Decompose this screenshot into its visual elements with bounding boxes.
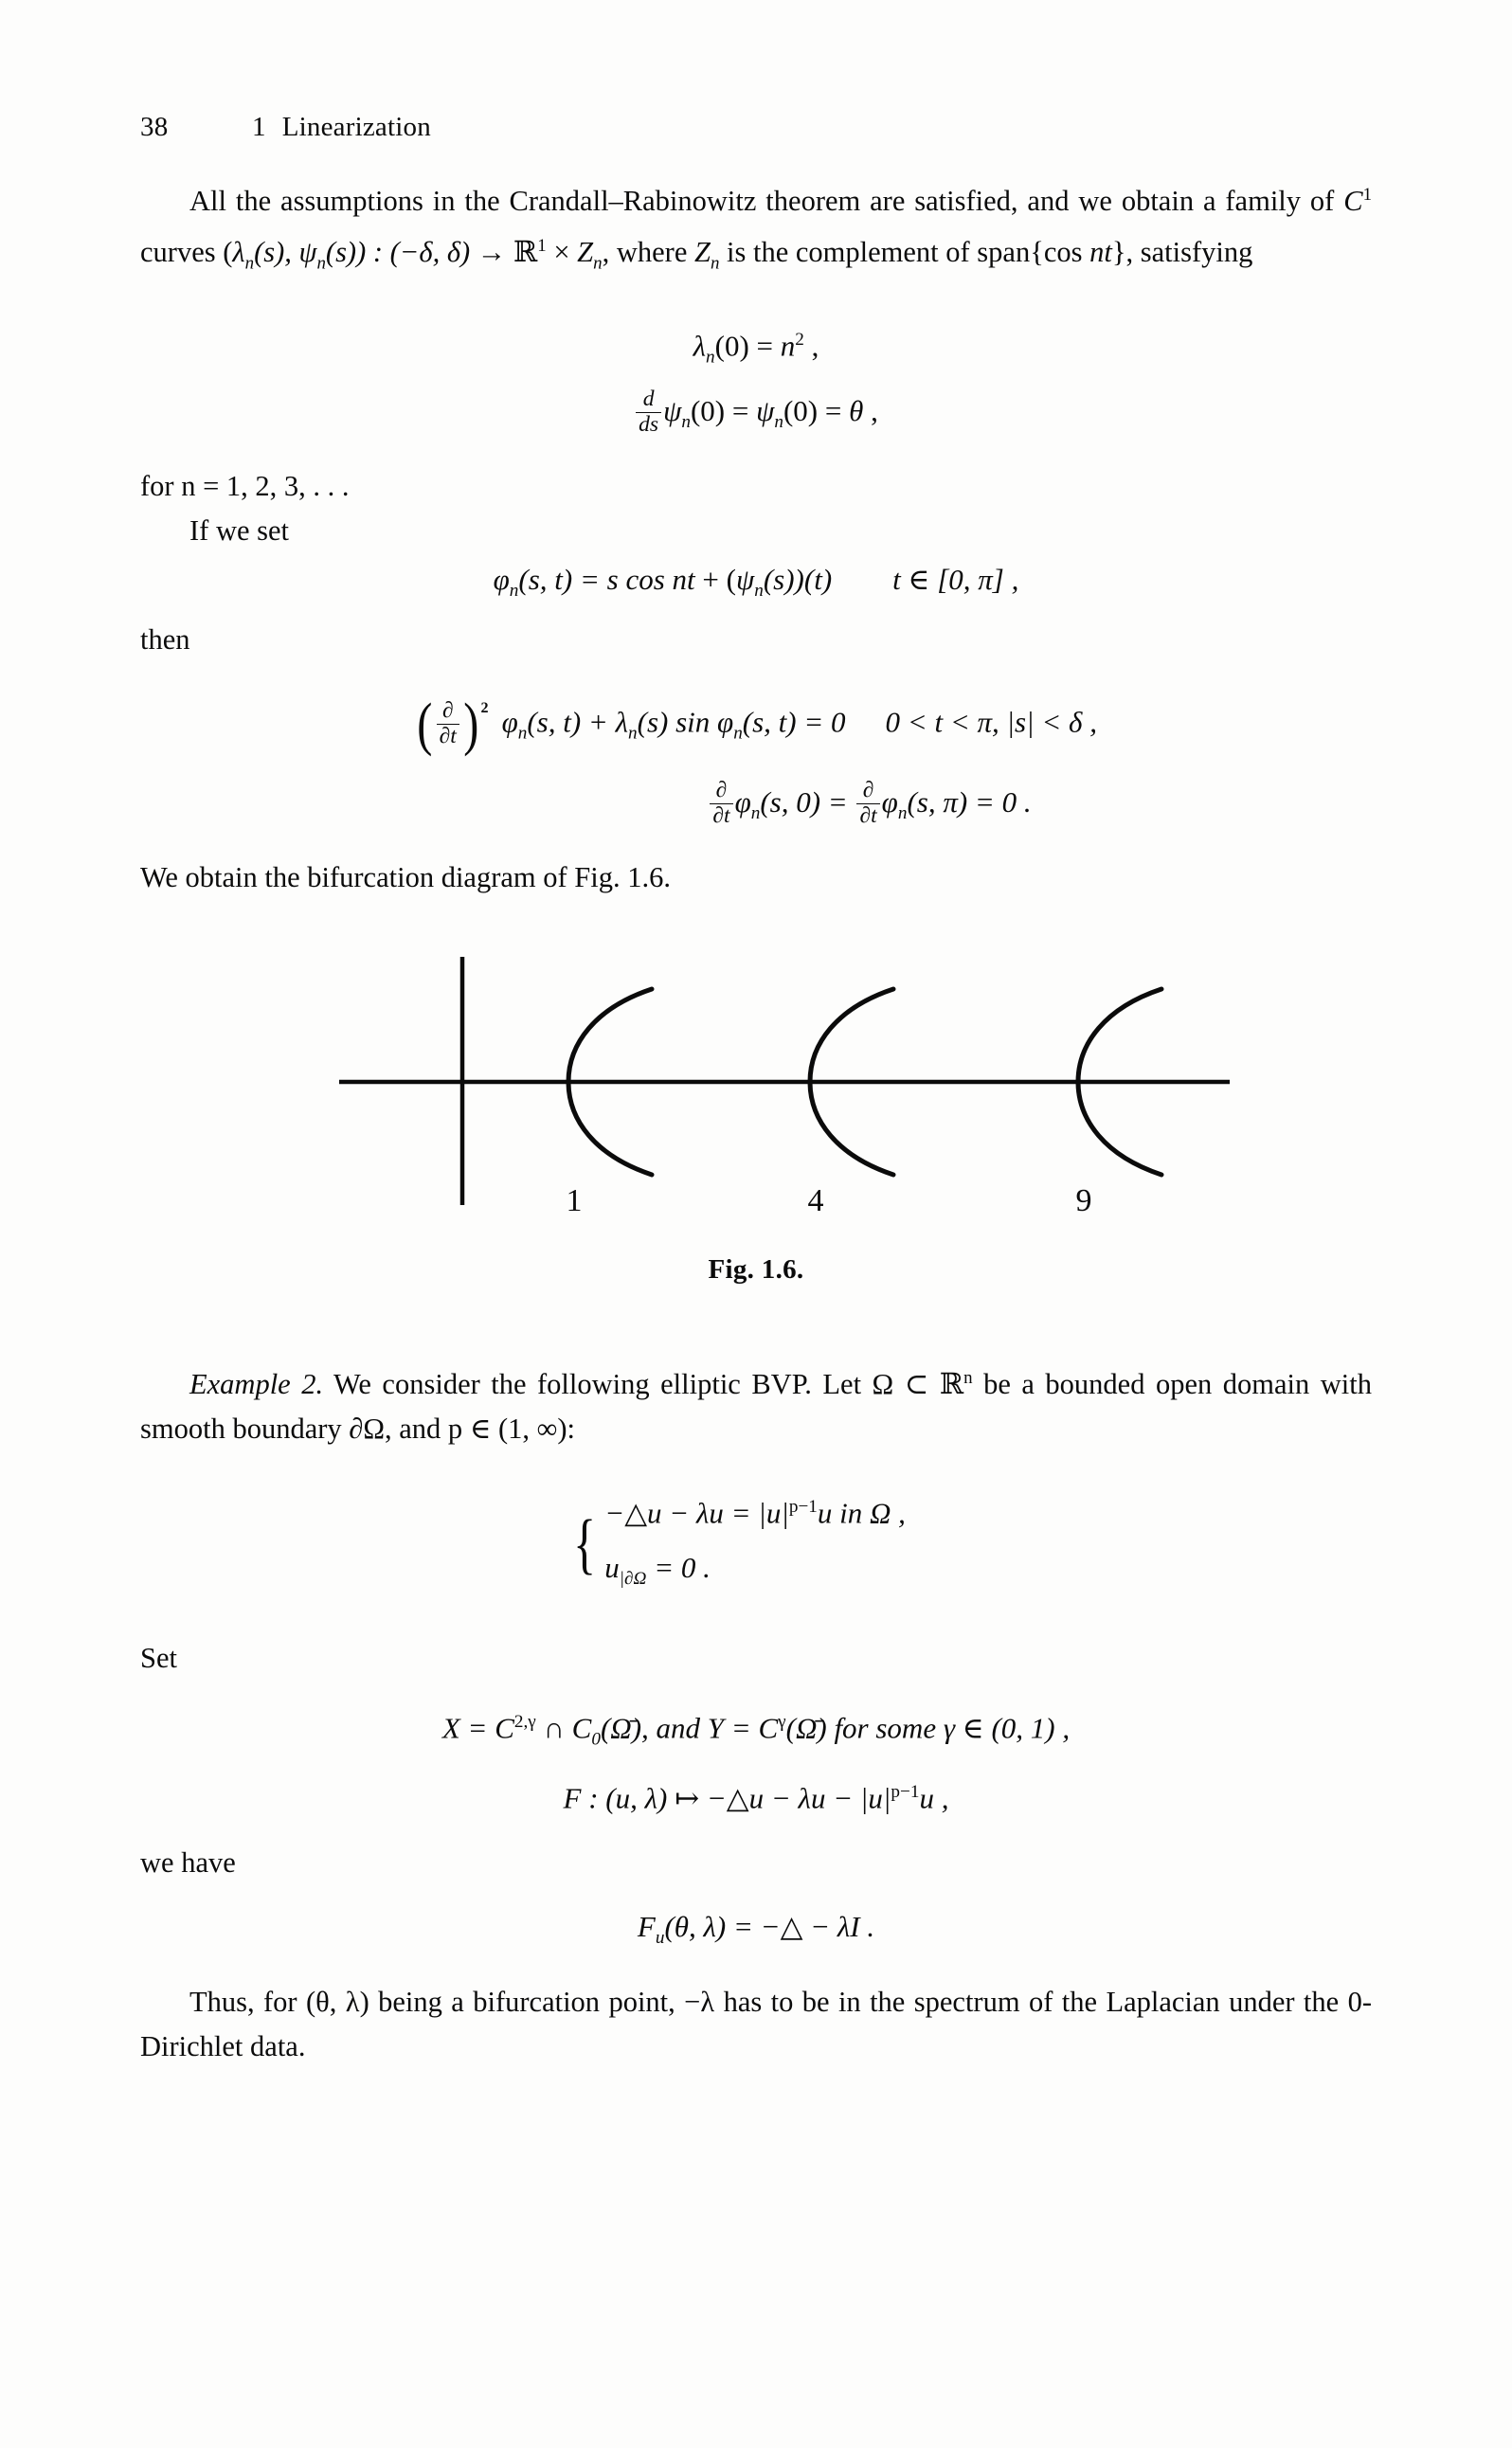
p1-sub-Zn: n (593, 253, 603, 274)
eq3-spacer: t ∈ [0, π] , (892, 563, 1019, 597)
label-if-we-set: If we set (189, 514, 290, 548)
p1-symbol-lambda: λ (232, 236, 245, 269)
eq2-fraction (636, 387, 661, 437)
figure-caption: Fig. 1.6. (708, 1254, 804, 1285)
example-sup-n: n (963, 1368, 973, 1388)
branch-label-4: 4 (807, 1183, 824, 1218)
paragraph-conclusion (140, 1980, 1372, 2069)
p1-symbol-R: ℝ (513, 236, 538, 269)
chapter-number: 1 (252, 112, 266, 142)
eq7-line2: F : (u, λ) ↦ −△u − λu − |u| (563, 1781, 891, 1815)
p1-sub-n-2: n (316, 253, 326, 274)
p1-line2-e: × (546, 236, 578, 269)
eq7-line1-d: (Ω̄) for some γ ∈ (0, 1) , (785, 1711, 1071, 1744)
eq1-lambda: λ (693, 329, 707, 363)
example-line1-tail: be a bounded (972, 1368, 1145, 1401)
eq1-sub: n (706, 347, 715, 368)
eq8-F: F (637, 1909, 656, 1943)
eq2-frac-num: d (642, 387, 655, 412)
p1-symbol-C: C (1343, 185, 1363, 218)
eq7-line2-sup: p−1 (891, 1782, 920, 1803)
eq3-plus: + ( (694, 563, 736, 597)
p1-symbol-Z2: Z (693, 236, 711, 269)
eq7-line1-b: ∩ C (535, 1711, 592, 1744)
eq2-sub2: n (774, 412, 783, 433)
eq2-tail: , (863, 393, 878, 427)
eq3-psitail: (s))(t) (763, 563, 833, 597)
equation-dpsi-ds (140, 385, 1372, 449)
eq4-condition: 0 < t < π, |s| < δ , (885, 705, 1097, 739)
eq4-fraction (437, 699, 459, 748)
branch-label-1: 1 (566, 1183, 583, 1218)
equation-bvp-system (140, 1480, 1372, 1608)
p1-line2-c: (s), (254, 236, 299, 269)
eq4-lamargs: (s) sin (637, 705, 718, 739)
equation-pde (140, 691, 1372, 761)
example-line1-rest: We consider the following elliptic BVP. Let Ω ⊂ ℝ (323, 1368, 964, 1401)
equation-lambda-n (140, 314, 1372, 385)
p1-line3-b: }, satisfying (1111, 236, 1253, 269)
paragraph-assumptions (140, 172, 1372, 285)
equation-spaces (140, 1696, 1372, 1826)
eq4-phi: φ (501, 705, 518, 739)
label-then: then (140, 623, 190, 657)
eq4-phiargs: (s, t) + (527, 705, 616, 739)
eq5-phi1args: (s, 0) = (760, 784, 855, 819)
eq5-frac2-den: ∂t (856, 803, 879, 828)
p1-sup-R: 1 (537, 236, 547, 257)
eq8-sub-u: u (655, 1927, 665, 1948)
p1-line3-a: is the complement of span{cos (727, 236, 1090, 269)
eq1-sup: 2 (795, 330, 804, 351)
eq1-arg: (0) = (714, 329, 781, 363)
equation-boundary (140, 776, 1372, 840)
eq2-mid: (0) = (690, 393, 757, 427)
eq4-power: 2 (480, 700, 489, 717)
eq4-paren-close: ) (463, 692, 479, 757)
eq7-line1-a: X = C (441, 1711, 514, 1744)
p1-line2-b: curves ( (140, 236, 233, 269)
eq5-frac1-num: ∂ (715, 778, 728, 803)
paragraph-bifurcation-diagram: We obtain the bifurcation diagram of Fig. 1.6. (140, 861, 671, 893)
eq2-end: (0) = (783, 393, 850, 427)
example-line2: open domain with smooth boundary ∂Ω, and p ∈ (1, ∞): (140, 1368, 1372, 1446)
p1-sup-1: 1 (1362, 185, 1373, 205)
p1-sub-n-1: n (244, 253, 255, 274)
eq4-lam: λ (615, 705, 629, 739)
eq2-frac-den: ds (636, 412, 661, 437)
p1-line2-d: (s)) : (−δ, δ) → (325, 236, 513, 269)
eq4-lamsub: n (628, 723, 638, 744)
p1-line2-f: , where (602, 236, 694, 269)
eq5-phi2: φ (881, 784, 898, 819)
eq4-paren-open: ( (417, 692, 433, 757)
p1-symbol-Z: Z (577, 236, 594, 269)
label-set: Set (140, 1641, 177, 1674)
eq4-phisub: n (517, 723, 528, 744)
bifurcation-diagram-svg (273, 938, 1239, 1222)
eq6-line1: −△u − λu = |u| (604, 1496, 789, 1530)
chapter-title: Linearization (281, 112, 431, 142)
eq4-phi2args: (s, t) = 0 (742, 705, 846, 739)
eq7-line1-c: (Ω̄), and Y = C (600, 1711, 779, 1744)
eq7-line2-tail: u , (919, 1781, 949, 1815)
figure-bifurcation (140, 938, 1372, 1286)
example-title: Example 2. (189, 1368, 324, 1401)
eq3-nt: nt (672, 563, 695, 597)
label-we-have: we have (140, 1845, 236, 1879)
brace-open-icon: { (573, 1505, 597, 1581)
eq7-sub-0: 0 (591, 1729, 601, 1750)
eq8-rest: (θ, λ) = −△ − λI . (664, 1909, 875, 1943)
eq6-line2-tail: = 0 . (646, 1551, 711, 1585)
eq2-theta: θ (849, 393, 864, 427)
equation-frechet-derivative (140, 1900, 1372, 1965)
p1-line2-a: we obtain a family of (1078, 185, 1344, 218)
eq5-phi1sub: n (750, 803, 761, 823)
eq5-phi2args: (s, π) = 0 . (907, 784, 1032, 819)
eq5-phi1: φ (734, 784, 751, 819)
eq2-psi2: ψ (756, 393, 775, 427)
p1-symbol-psi: ψ (298, 236, 317, 269)
eq5-fraction-2 (856, 779, 879, 828)
eq1-tail: , (803, 329, 819, 363)
eq4-frac-num: ∂ (441, 698, 454, 724)
p1-sub-Zn2: n (710, 253, 720, 274)
equation-phi-definition (140, 553, 1372, 618)
eq2-sub1: n (681, 412, 691, 433)
eq1-n: n (780, 329, 796, 363)
running-head (140, 112, 1372, 144)
eq2-psi: ψ (663, 393, 682, 427)
eq5-frac1-den: ∂t (710, 803, 732, 828)
eq4-frac-den: ∂t (437, 724, 459, 748)
eq3-args: (s, t) = s cos (518, 563, 673, 597)
page-number: 38 (140, 112, 169, 142)
p1-line1: All the assumptions in the Crandall–Rabinowitz theorem are satisfied, and (189, 185, 1070, 218)
eq6-line1-tail: u in Ω , (817, 1496, 906, 1530)
page-content (140, 0, 1372, 2069)
eq7-sup-2: γ (778, 1711, 786, 1732)
eq3-psi: ψ (735, 563, 755, 597)
eq4-phi2sub: n (733, 723, 743, 744)
eq3-phi: φ (493, 563, 510, 597)
eq4-phi2: φ (717, 705, 734, 739)
eq3-sub: n (509, 581, 519, 602)
eq3-psisub: n (754, 581, 764, 602)
eq5-frac2-num: ∂ (862, 778, 874, 803)
eq5-phi2sub: n (897, 803, 908, 823)
p1-symbol-nt: nt (1089, 236, 1112, 269)
eq6-line1-sup: p−1 (788, 1497, 818, 1518)
eq7-sup-1: 2,γ (513, 1711, 536, 1732)
eq6-u: u (604, 1551, 620, 1585)
eq6-bar: |∂Ω (619, 1569, 647, 1590)
label-for-n: for n = 1, 2, 3, . . . (140, 470, 350, 503)
p3-line2: of the Laplacian under the 0-Dirichlet data. (140, 1985, 1372, 2062)
paragraph-example-2 (140, 1356, 1372, 1451)
bvp-rows (604, 1480, 906, 1608)
branch-label-9: 9 (1075, 1183, 1092, 1218)
eq5-fraction-1 (710, 779, 732, 828)
p3-line1: Thus, for (θ, λ) being a bifurcation point, −λ has to be in the spectrum (189, 1985, 1020, 2018)
